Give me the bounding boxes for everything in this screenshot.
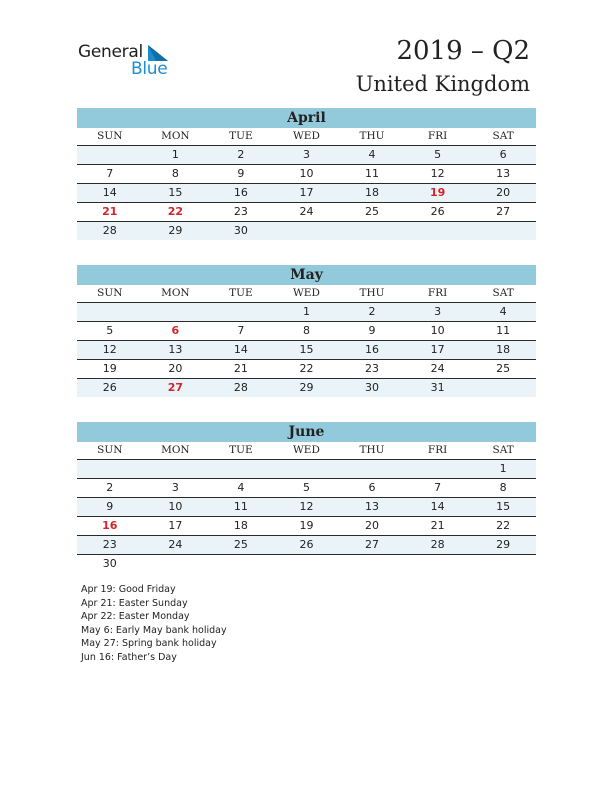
day-cell: 17: [430, 343, 445, 356]
day-cell: [143, 555, 209, 573]
holiday-note: May 6: Early May bank holiday: [81, 624, 227, 636]
day-cell: 21: [233, 362, 248, 375]
week-row: [77, 222, 536, 240]
month-calendar-may: [77, 265, 536, 397]
weekday-header-row: [77, 285, 536, 303]
weekday-label: SUN: [97, 444, 123, 456]
week-row: [77, 303, 536, 322]
weekday-label: FRI: [427, 287, 448, 299]
month-name: April: [77, 108, 536, 128]
weekday-label: TUE: [229, 130, 253, 142]
day-cell: 2: [106, 481, 114, 494]
day-cell: 29: [299, 381, 314, 394]
day-cell: 15: [168, 186, 183, 199]
day-cell: 7: [434, 481, 442, 494]
day-cell: 2: [368, 305, 376, 318]
day-cell: [405, 222, 471, 240]
month-name: June: [77, 422, 536, 442]
day-cell: [405, 555, 471, 573]
week-row: [77, 165, 536, 184]
day-cell: 8: [171, 167, 179, 180]
day-cell: 16: [365, 343, 380, 356]
day-cell: 7: [237, 324, 245, 337]
day-cell: 25: [496, 362, 511, 375]
week-row: [77, 460, 536, 479]
day-cell: 24: [299, 205, 314, 218]
week-row: [77, 203, 536, 222]
day-cell: [274, 460, 340, 478]
holiday-day-cell: 6: [171, 324, 180, 337]
day-cell: 12: [102, 343, 117, 356]
holiday-day-cell: 27: [167, 381, 183, 394]
day-cell: 23: [102, 538, 117, 551]
week-row: [77, 341, 536, 360]
month-calendar-june: [77, 422, 536, 573]
weekday-label: SAT: [492, 287, 514, 299]
month-calendar-april: [77, 108, 536, 240]
day-cell: 10: [299, 167, 314, 180]
day-cell: 30: [233, 224, 248, 237]
day-cell: 10: [168, 500, 183, 513]
day-cell: 28: [233, 381, 248, 394]
day-cell: 14: [102, 186, 117, 199]
weekday-label: FRI: [427, 130, 448, 142]
logo: [78, 40, 178, 80]
day-cell: 22: [496, 519, 511, 532]
day-cell: 19: [299, 519, 314, 532]
day-cell: 10: [430, 324, 445, 337]
day-cell: 11: [233, 500, 248, 513]
month-name: May: [77, 265, 536, 285]
day-cell: 9: [368, 324, 376, 337]
day-cell: [143, 303, 209, 321]
day-cell: 24: [168, 538, 183, 551]
holiday-note: May 27: Spring bank holiday: [81, 638, 217, 650]
day-cell: 11: [496, 324, 511, 337]
day-cell: 30: [365, 381, 380, 394]
day-cell: [208, 303, 274, 321]
day-cell: 5: [106, 324, 114, 337]
day-cell: 24: [430, 362, 445, 375]
day-cell: 9: [237, 167, 245, 180]
day-cell: [77, 146, 143, 164]
day-cell: [470, 222, 536, 240]
week-row: [77, 322, 536, 341]
weekday-label: SAT: [492, 130, 514, 142]
week-row: [77, 379, 536, 397]
day-cell: [339, 460, 405, 478]
day-cell: 14: [430, 500, 445, 513]
day-cell: 28: [102, 224, 117, 237]
holiday-note: Jun 16: Father’s Day: [81, 651, 177, 663]
day-cell: 13: [496, 167, 511, 180]
day-cell: [274, 222, 340, 240]
day-cell: 27: [496, 205, 511, 218]
day-cell: 12: [299, 500, 314, 513]
weekday-label: WED: [293, 444, 320, 456]
day-cell: 3: [434, 305, 442, 318]
week-row: [77, 498, 536, 517]
weekday-label: MON: [161, 130, 190, 142]
day-cell: 23: [365, 362, 380, 375]
day-cell: [208, 555, 274, 573]
day-cell: 1: [302, 305, 310, 318]
day-cell: 20: [168, 362, 183, 375]
weekday-label: WED: [293, 130, 320, 142]
weekday-label: FRI: [427, 444, 448, 456]
day-cell: [77, 303, 143, 321]
day-cell: 14: [233, 343, 248, 356]
day-cell: 15: [496, 500, 511, 513]
day-cell: 30: [102, 557, 117, 570]
week-row: [77, 555, 536, 573]
day-cell: [274, 555, 340, 573]
day-cell: 19: [102, 362, 117, 375]
holiday-day-cell: 19: [429, 186, 446, 199]
week-row: [77, 184, 536, 203]
weekday-label: THU: [359, 130, 385, 142]
day-cell: 1: [499, 462, 507, 475]
holiday-day-cell: 22: [167, 205, 183, 218]
day-cell: 4: [237, 481, 245, 494]
day-cell: 25: [365, 205, 380, 218]
day-cell: 5: [434, 148, 442, 161]
day-cell: 4: [499, 305, 507, 318]
day-cell: 11: [365, 167, 380, 180]
day-cell: [470, 555, 536, 573]
day-cell: 26: [102, 381, 117, 394]
day-cell: 13: [168, 343, 183, 356]
holiday-day-cell: 16: [102, 519, 118, 532]
holiday-notes: [81, 583, 227, 665]
day-cell: 29: [168, 224, 183, 237]
day-cell: 1: [171, 148, 179, 161]
weekday-label: THU: [359, 287, 385, 299]
day-cell: 31: [430, 381, 445, 394]
day-cell: 18: [496, 343, 511, 356]
day-cell: 17: [299, 186, 314, 199]
day-cell: 7: [106, 167, 114, 180]
day-cell: 26: [299, 538, 314, 551]
weekday-label: MON: [161, 287, 190, 299]
day-cell: 13: [365, 500, 380, 513]
day-cell: 18: [233, 519, 248, 532]
weekday-label: THU: [359, 444, 385, 456]
day-cell: 25: [233, 538, 248, 551]
day-cell: 22: [299, 362, 314, 375]
weekday-label: SUN: [97, 130, 123, 142]
day-cell: 16: [233, 186, 248, 199]
day-cell: 27: [365, 538, 380, 551]
day-cell: [143, 460, 209, 478]
page-title: 2019 – Q2: [396, 36, 530, 66]
day-cell: [339, 555, 405, 573]
day-cell: 4: [368, 148, 376, 161]
day-cell: [339, 222, 405, 240]
weekday-header-row: [77, 128, 536, 146]
day-cell: 26: [430, 205, 445, 218]
week-row: [77, 479, 536, 498]
week-row: [77, 146, 536, 165]
weekday-label: TUE: [229, 444, 253, 456]
day-cell: 20: [496, 186, 511, 199]
day-cell: [208, 460, 274, 478]
day-cell: 8: [499, 481, 507, 494]
holiday-note: Apr 21: Easter Sunday: [81, 597, 188, 609]
day-cell: [470, 379, 536, 397]
week-row: [77, 360, 536, 379]
logo-word-blue: Blue: [131, 59, 168, 79]
day-cell: 23: [233, 205, 248, 218]
weekday-header-row: [77, 442, 536, 460]
weekday-label: WED: [293, 287, 320, 299]
holiday-note: Apr 19: Good Friday: [81, 584, 176, 595]
day-cell: 9: [106, 500, 114, 513]
weekday-label: SUN: [97, 287, 123, 299]
day-cell: 28: [430, 538, 445, 551]
day-cell: 20: [365, 519, 380, 532]
day-cell: [77, 460, 143, 478]
day-cell: [405, 460, 471, 478]
day-cell: 3: [171, 481, 179, 494]
day-cell: 18: [365, 186, 380, 199]
day-cell: 12: [430, 167, 445, 180]
day-cell: 5: [302, 481, 310, 494]
day-cell: 6: [499, 148, 507, 161]
holiday-note: Apr 22: Easter Monday: [81, 611, 190, 623]
day-cell: 15: [299, 343, 314, 356]
day-cell: 6: [368, 481, 376, 494]
day-cell: 8: [302, 324, 310, 337]
day-cell: 17: [168, 519, 183, 532]
weekday-label: MON: [161, 444, 190, 456]
day-cell: 29: [496, 538, 511, 551]
day-cell: 21: [430, 519, 445, 532]
week-row: [77, 517, 536, 536]
logo-word-general: General: [78, 42, 143, 62]
holiday-day-cell: 21: [102, 205, 118, 218]
week-row: [77, 536, 536, 555]
page-subtitle-country: United Kingdom: [355, 72, 530, 96]
day-cell: 2: [237, 148, 245, 161]
weekday-label: SAT: [492, 444, 514, 456]
weekday-label: TUE: [229, 287, 253, 299]
day-cell: 3: [302, 148, 310, 161]
